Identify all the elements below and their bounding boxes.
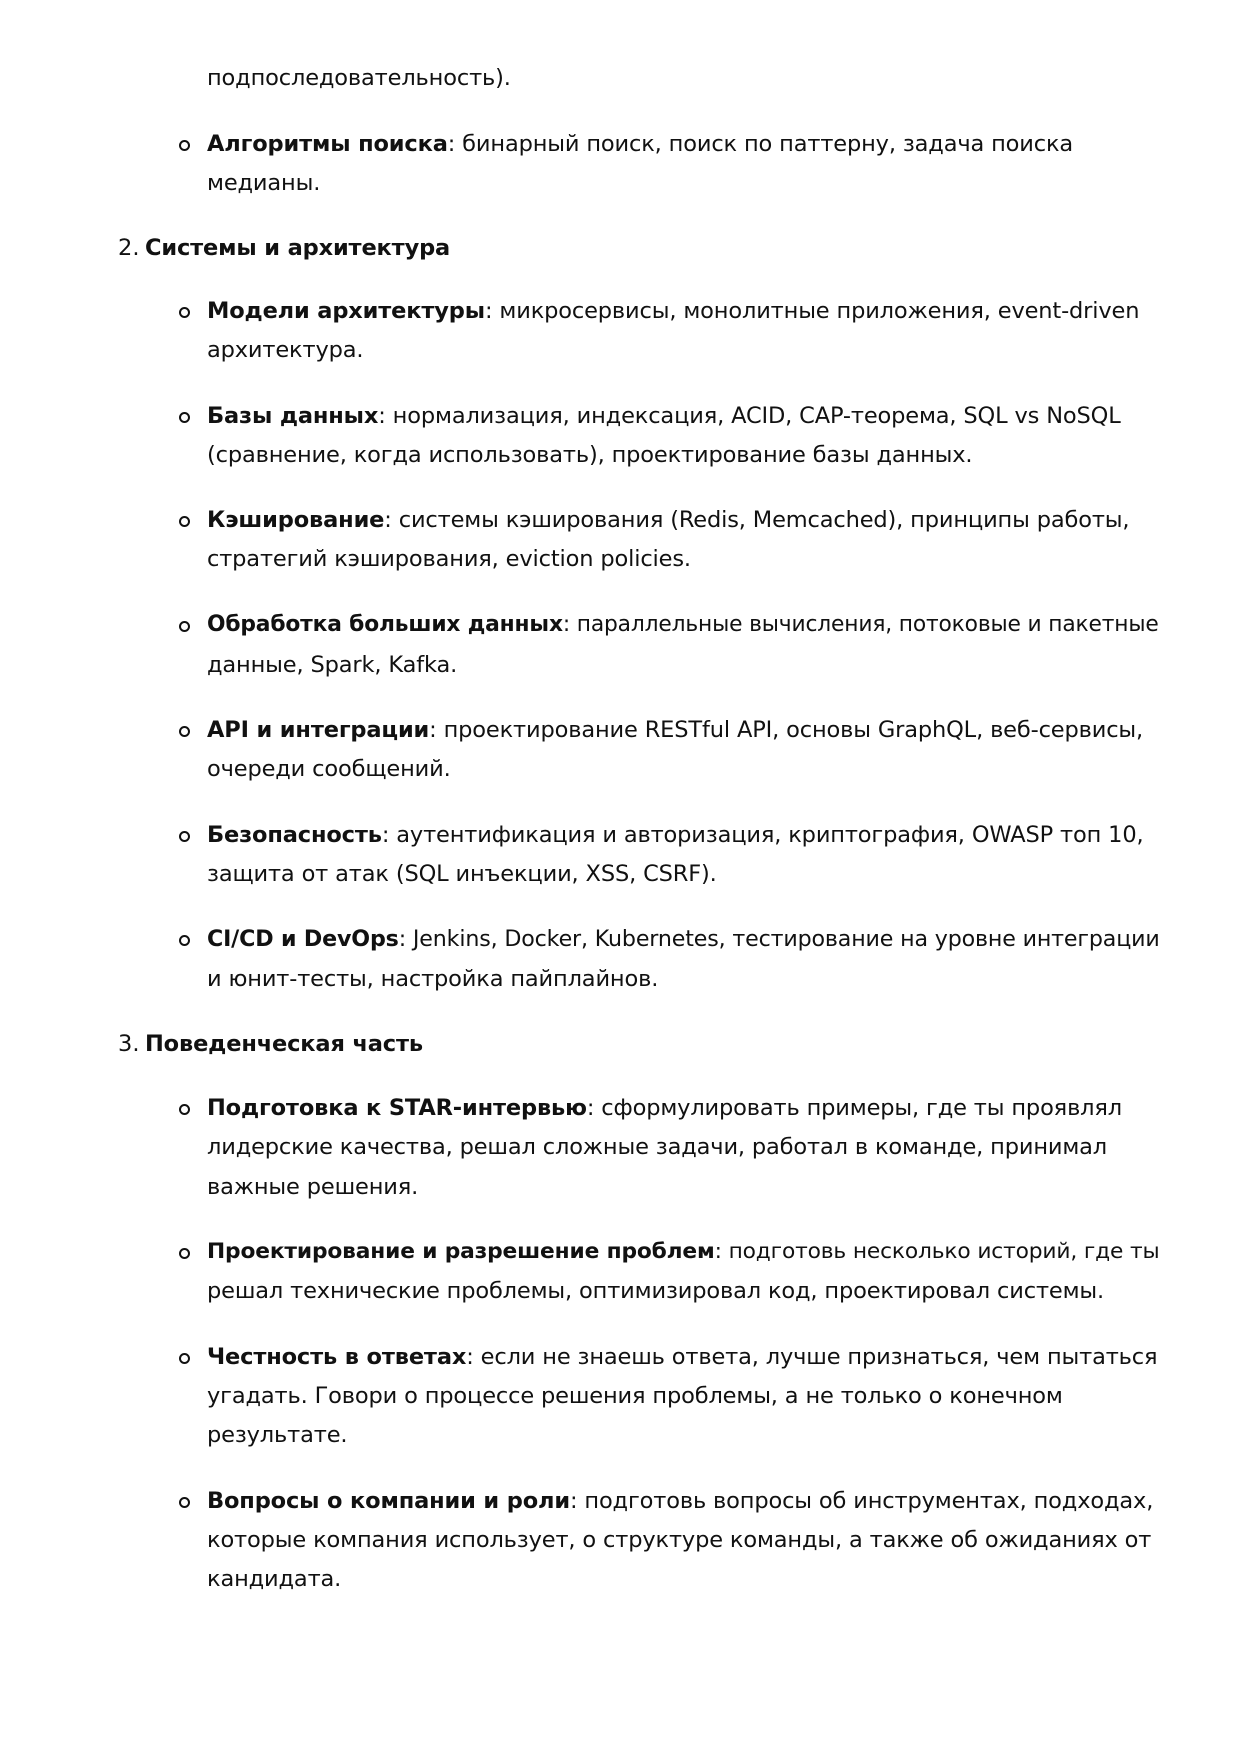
list-item-continuation: очереди сообщений. [207, 756, 451, 782]
list-item-continuation: которые компания использует, о структуре команды, а также об ожиданиях от [207, 1527, 1152, 1553]
bullet-circle-icon [179, 140, 190, 151]
item-term: Алгоритмы поиска [207, 131, 448, 157]
list-item: Честность в ответах: если не знаешь ответа, лучше признаться, чем пытаться [207, 1344, 1158, 1370]
bullet-circle-icon [179, 1248, 190, 1259]
list-item-continuation: кандидата. [207, 1566, 342, 1592]
list-item-continuation: архитектура. [207, 337, 364, 363]
item-text: : бинарный поиск, поиск по паттерну, задача поиска [447, 131, 1074, 157]
list-item-continuation: стратегий кэширования, eviction policies. [207, 546, 691, 572]
list-item: CI/CD и DevOps: Jenkins, Docker, Kubernetes, тестирование на уровне интеграции [207, 926, 1160, 952]
section-title: Поведенческая часть [145, 1031, 423, 1057]
list-item: Подготовка к STAR-интервью: сформулировать примеры, где ты проявлял [207, 1095, 1123, 1121]
list-item: Вопросы о компании и роли: подготовь вопросы об инструментах, подходах, [207, 1488, 1154, 1514]
list-item: Проектирование и разрешение проблем: подготовь несколько историй, где ты [207, 1239, 1160, 1264]
section-number: 2. [118, 235, 140, 261]
list-item-continuation: и юнит-тесты, настройка пайплайнов. [207, 966, 659, 992]
bullet-circle-icon [179, 726, 190, 737]
list-item: Безопасность: аутентификация и авторизация, криптография, OWASP топ 10, [207, 822, 1144, 848]
list-item: Модели архитектуры: микросервисы, монолитные приложения, event-driven [207, 298, 1140, 324]
list-item-continuation: важные решения. [207, 1174, 419, 1200]
bullet-circle-icon [179, 831, 190, 842]
section-title: Системы и архитектура [145, 235, 451, 261]
bullet-circle-icon [179, 935, 190, 946]
list-item: API и интеграции: проектирование RESTful API, основы GraphQL, веб-сервисы, [207, 717, 1144, 743]
section-number: 3. [118, 1031, 140, 1057]
bullet-circle-icon [179, 516, 190, 527]
bullet-circle-icon [179, 412, 190, 423]
list-item: Кэширование: системы кэширования (Redis, Memcached), принципы работы, [207, 507, 1130, 533]
list-item-continuation: лидерские качества, решал сложные задачи, работал в команде, принимал [207, 1134, 1108, 1160]
list-item-continuation: защита от атак (SQL инъекции, XSS, CSRF). [207, 861, 717, 887]
bullet-circle-icon [179, 1104, 190, 1115]
list-item-continuation: решал технические проблемы, оптимизировал код, проектировал системы. [207, 1278, 1105, 1304]
continuation-line: подпоследовательность). [207, 65, 511, 91]
list-item-search [207, 129, 1073, 159]
bullet-circle-icon [179, 621, 190, 632]
list-item-continuation: угадать. Говори о процессе решения проблемы, а не только о конечном [207, 1383, 1063, 1409]
list-item: Обработка больших данных: параллельные вычисления, потоковые и пакетные [207, 612, 1159, 637]
list-item-search-line-2: медианы. [207, 170, 321, 196]
list-item-continuation: данные, Spark, Kafka. [207, 652, 458, 678]
list-item: Базы данных: нормализация, индексация, ACID, CAP-теорема, SQL vs NoSQL [207, 403, 1121, 429]
bullet-circle-icon [179, 1497, 190, 1508]
list-item-continuation: (сравнение, когда использовать), проектирование базы данных. [207, 442, 973, 468]
bullet-circle-icon [179, 1353, 190, 1364]
list-item-continuation: результате. [207, 1422, 348, 1448]
bullet-circle-icon [179, 307, 190, 318]
